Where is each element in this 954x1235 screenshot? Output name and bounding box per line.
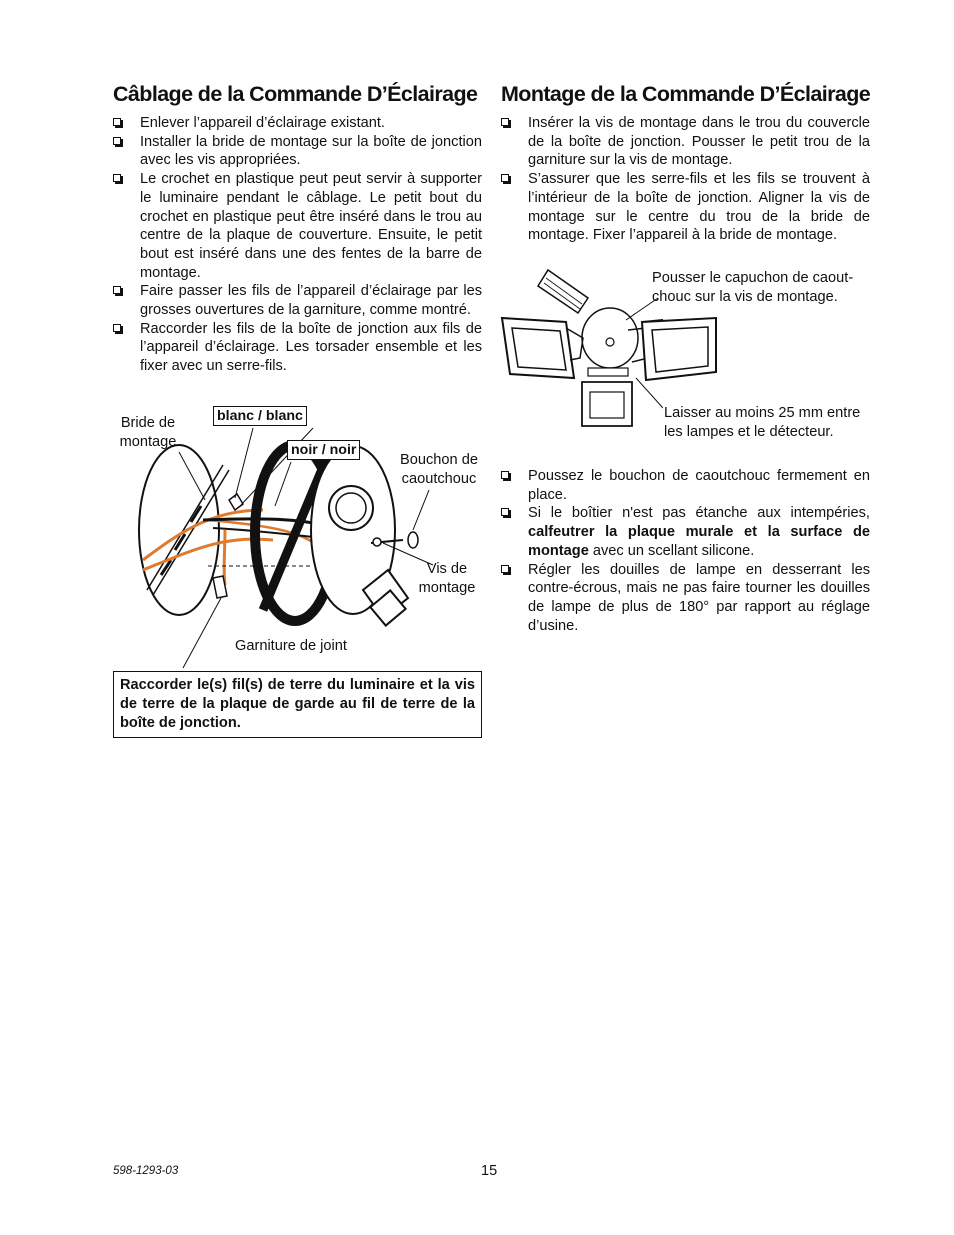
checkbox-bullet-icon xyxy=(113,324,121,332)
checkbox-bullet-icon xyxy=(113,174,121,182)
checkbox-bullet-icon xyxy=(113,118,121,126)
list-item: Poussez le bouchon de caoutchouc fermement en place. xyxy=(501,467,870,504)
list-item: Raccorder les fils de la boîte de jonction aux fils de l’appareil d’éclairage. Les torsader ensemble et les fixer avec un serre-fils. xyxy=(113,320,482,376)
label-vis-de-montage: Vis de montage xyxy=(418,561,476,596)
label-capuchon: Pousser le capuchon de caout-chouc sur la vis de montage. xyxy=(652,270,854,305)
checkbox-bullet-icon xyxy=(501,174,509,182)
list-item: Enlever l’appareil d’éclairage existant. xyxy=(113,114,482,133)
label-laisser: Laisser au moins 25 mm entre les lampes et le détecteur. xyxy=(664,405,861,440)
label-bouchon: Bouchon de caoutchouc xyxy=(400,452,478,487)
fixture-illustration-right-head xyxy=(636,310,720,390)
left-bullet-list xyxy=(113,114,482,376)
left-heading: Câblage de la Commande D’Éclairage xyxy=(113,82,478,106)
label-bride: Bride de montage xyxy=(119,415,177,450)
right-bullet-list-top xyxy=(501,114,870,245)
page-number: 15 xyxy=(481,1163,498,1179)
list-item: Régler les douilles de lampe en desserrant les contre-écrous, mais ne pas faire tourner les douilles de lampe de plus de 180° par rapport au réglage d’usine. xyxy=(501,561,870,636)
document-code: 598-1293-03 xyxy=(113,1165,179,1177)
label-noir-noir: noir / noir xyxy=(287,440,360,460)
left-column xyxy=(113,80,482,376)
right-heading: Montage de la Commande D’Éclairage xyxy=(501,82,871,106)
list-item: Si le boîtier n'est pas étanche aux intempéries, calfeutrer la plaque murale et la surface de montage avec un scellant silicone. xyxy=(501,504,870,560)
right-column xyxy=(501,80,870,245)
list-item: Installer la bride de montage sur la boîte de jonction avec les vis appropriées. xyxy=(113,133,482,170)
checkbox-bullet-icon xyxy=(501,565,509,573)
label-blanc-blanc: blanc / blanc xyxy=(213,406,307,426)
ground-wire-note: Raccorder le(s) fil(s) de terre du luminaire et la vis de terre de la plaque de garde au fil de terre de la boîte de jonction. xyxy=(113,671,482,738)
checkbox-bullet-icon xyxy=(501,118,509,126)
label-garniture: Garniture de joint xyxy=(235,638,347,654)
checkbox-bullet-icon xyxy=(501,471,509,479)
list-item: Le crochet en plastique peut peut servir à supporter le luminaire pendant le câblage. Le petit bout du crochet en plastique peut être inséré dans le trou au centre de la plaque de couverture. Ensuite, le petit bout est inséré dans une des fentes de la barre de montage. xyxy=(113,170,482,282)
list-item: S’assurer que les serre-fils et les fils se trouvent à l’intérieur de la boîte de jonction. Aligner la vis de montage sur le centre du trou de la bride de montage. Fixer l’appareil à la bride de montage. xyxy=(501,170,870,245)
checkbox-bullet-icon xyxy=(113,137,121,145)
checkbox-bullet-icon xyxy=(501,508,509,516)
checkbox-bullet-icon xyxy=(113,286,121,294)
list-item: Faire passer les fils de l’appareil d’éclairage par les grosses ouvertures de la garniture, comme montré. xyxy=(113,282,482,319)
list-item: Insérer la vis de montage dans le trou du couvercle de la boîte de jonction. Pousser le petit trou de la garniture sur la vis de montage. xyxy=(501,114,870,170)
right-bullet-list-bottom xyxy=(501,467,870,635)
